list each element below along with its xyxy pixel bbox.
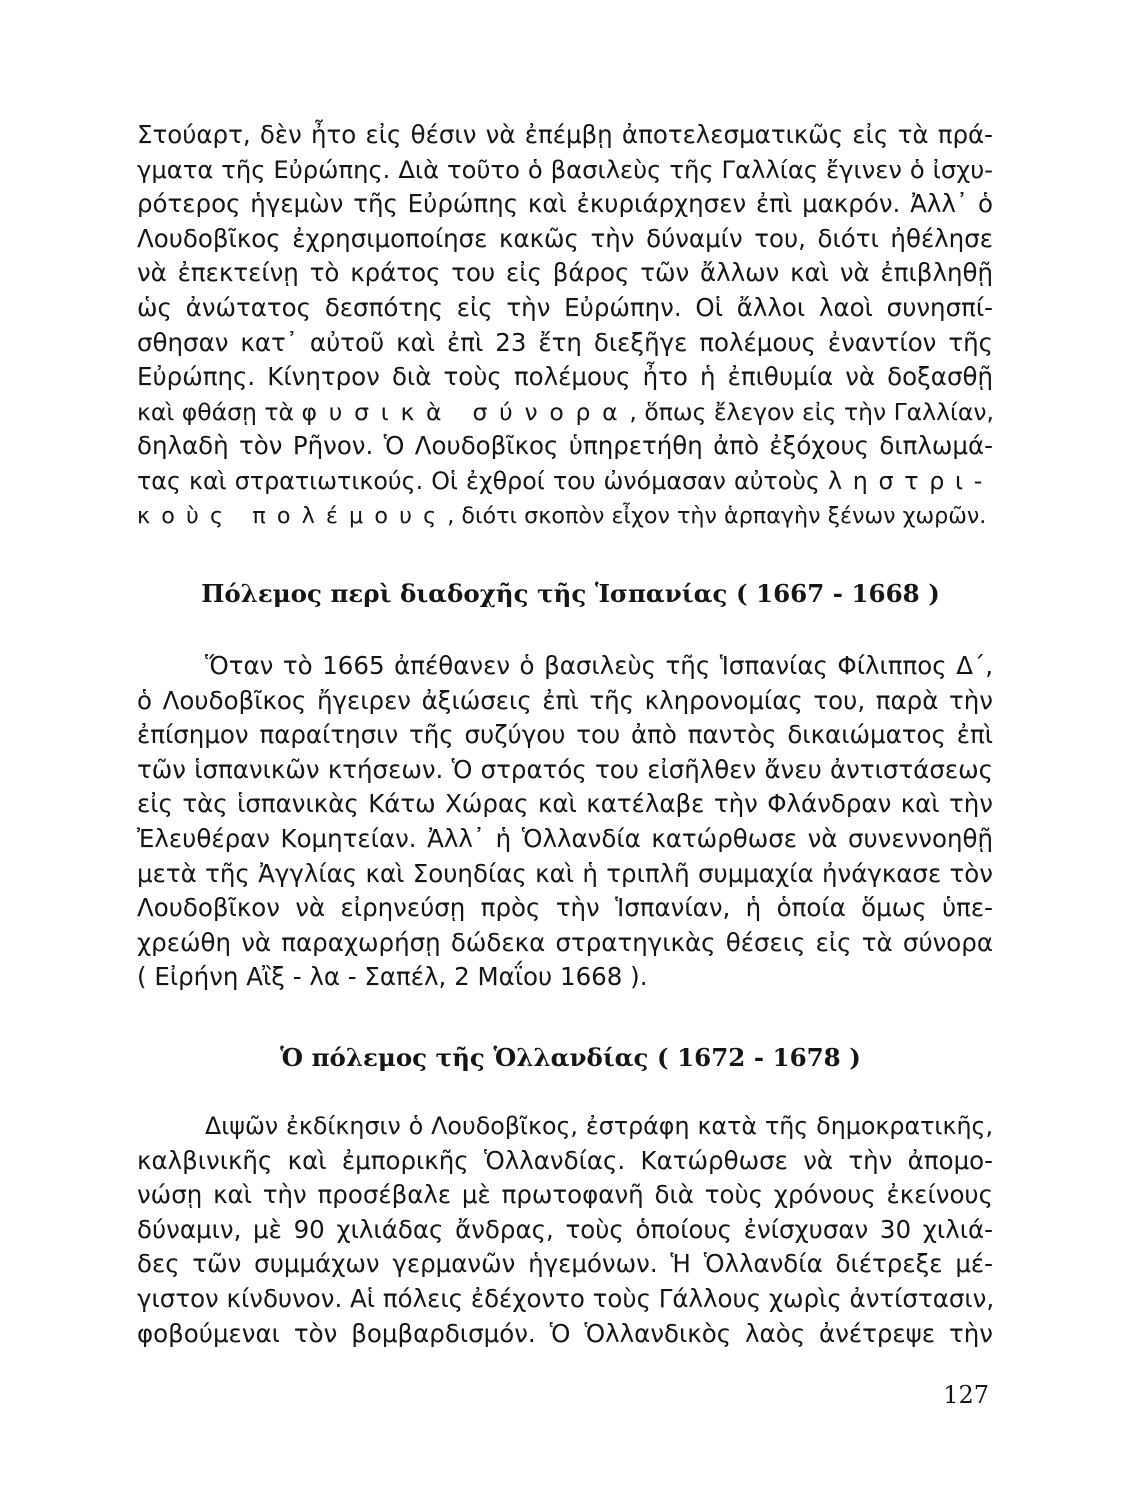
text-line: Εὐρώπης. Κίνητρον διὰ τοὺς πολέμους ἦτο ἡ ἐπιθυμία νὰ δοξασθῇ — [137, 362, 993, 392]
text-line: καλβινικῆς καὶ ἐμπορικῆς Ὁλλανδίας. Κατώρθωσε νὰ τὴν ἀπομο- — [137, 1145, 993, 1175]
paragraph-spanish-succession — [137, 649, 993, 995]
page-number: 127 — [943, 1381, 989, 1409]
text-line: τῶν ἱσπανικῶν κτήσεων. Ὁ στρατός του εἰσῆλθεν ἄνευ ἀντιστάσεως — [137, 754, 993, 784]
text-line — [137, 464, 993, 499]
text-line: Ἐλευθέραν Κομητείαν. Ἀλλ᾽ ἡ Ὁλλανδία κατώρθωσε νὰ συνεννοηθῇ — [137, 823, 993, 853]
text-line: μετὰ τῆς Ἀγγλίας καὶ Σουηδίας καὶ ἡ τριπλῆ συμμαχία ἠνάγκασε τὸν — [137, 858, 993, 888]
text-segment: τας καὶ στρατιωτικούς. Οἱ ἐχθροί του ὠνόμασαν αὐτοὺς — [137, 466, 829, 495]
text-line: νὰ ἐπεκτείνῃ τὸ κράτος του εἰς βάρος τῶν ἄλλων καὶ νὰ ἐπιβληθῇ — [137, 258, 993, 288]
text-line: σθησαν κατ᾽ αὐτοῦ καὶ ἐπὶ 23 ἔτη διεξῆγε πολέμους ἐναντίον τῆς — [137, 327, 993, 357]
text-line: ρότερος ἡγεμὼν τῆς Εὐρώπης καὶ ἐκυριάρχησεν ἐπὶ μακρόν. Ἀλλ᾽ ὁ — [137, 189, 993, 219]
paragraph-dutch-war — [137, 1109, 993, 1351]
emphasized-phrase: ληστρι- — [828, 466, 993, 495]
text-segment: καὶ φθάσῃ τὰ — [137, 397, 302, 426]
text-line: γματα τῆς Εὐρώπης. Διὰ τοῦτο ὁ βασιλεὺς τῆς Γαλλίας ἔγινεν ὁ ἰσχυ- — [137, 154, 993, 184]
paragraph-intro — [137, 118, 993, 533]
section-heading-spanish-succession: Πόλεμος περὶ διαδοχῆς τῆς Ἱσπανίας ( 1667 - 1668 ) — [201, 579, 940, 608]
text-line: Λουδοβῖκος ἐχρησιμοποίησε κακῶς τὴν δύναμίν του, διότι ἠθέλησε — [137, 223, 993, 253]
text-line: ὁ Λουδοβῖκος ἤγειρεν ἀξιώσεις ἐπὶ τῆς κληρονομίας του, παρὰ τὴν — [137, 685, 993, 715]
text-line: ( Εἰρήνη Αἲξ - λα - Σαπέλ, 2 Μαΐου 1668 ). — [137, 962, 648, 992]
text-line — [137, 395, 993, 430]
text-line: Ὅταν τὸ 1665 ἀπέθανεν ὁ βασιλεὺς τῆς Ἱσπανίας Φίλιππος Δ΄, — [205, 651, 993, 680]
text-line: φοβούμεναι τὸν βομβαρδισμόν. Ὁ Ὁλλανδικὸς λαὸς ἀνέτρεψε τὴν — [137, 1318, 993, 1348]
text-line: ἐπίσημον παραίτησιν τῆς συζύγου του ἀπὸ παντὸς δικαιώματος ἐπὶ — [137, 720, 993, 750]
text-line: γιστον κίνδυνον. Αἱ πόλεις ἐδέχοντο τοὺς Γάλλους χωρὶς ἀντίστασιν, — [137, 1283, 995, 1313]
text-line: Διψῶν ἐκδίκησιν ὁ Λουδοβῖκος, ἐστράφη κατὰ τῆς δημοκρατικῆς, — [205, 1112, 993, 1140]
text-line: ὡς ἀνώτατος δεσπότης εἰς τὴν Εὐρώπην. Οἱ ἄλλοι λαοὶ συνησπί- — [137, 292, 993, 322]
text-segment: , διότι σκοπὸν εἶχον τὴν ἁρπαγὴν ξένων χωρῶν. — [447, 502, 987, 529]
text-line: δες τῶν συμμάχων γερμανῶν ἡγεμόνων. Ἡ Ὁλλανδία διέτρεξε μέ- — [137, 1249, 993, 1279]
section-heading-dutch-war: Ὁ πόλεμος τῆς Ὁλλανδίας ( 1672 - 1678 ) — [280, 1043, 861, 1072]
text-line: δύναμιν, μὲ 90 χιλιάδας ἄνδρας, τοὺς ὁποίους ἐνίσχυσαν 30 χιλιά- — [137, 1214, 993, 1244]
text-line: νώσῃ καὶ τὴν προσέβαλε μὲ πρωτοφανῆ διὰ τοὺς χρόνους ἐκείνους — [137, 1180, 993, 1210]
text-line — [137, 499, 993, 534]
text-line: χρεώθη νὰ παραχωρήσῃ δώδεκα στρατηγικὰς θέσεις εἰς τὰ σύνορα — [137, 927, 993, 957]
text-segment: , ὅπως ἔλεγον εἰς τὴν Γαλλίαν, — [629, 397, 995, 426]
emphasized-phrase: κοὺς πολέμους — [137, 502, 448, 529]
text-line: δηλαδὴ τὸν Ρῆνον. Ὁ Λουδοβῖκος ὑπηρετήθη ἀπὸ ἐξόχους διπλωμά- — [137, 431, 993, 461]
text-line: Λουδοβῖκον νὰ εἰρηνεύσῃ πρὸς τὴν Ἱσπανίαν, ἡ ὁποία ὅμως ὑπε- — [137, 893, 993, 923]
text-line: εἰς τὰς ἱσπανικὰς Κάτω Χώρας καὶ κατέλαβε τὴν Φλάνδραν καὶ τὴν — [137, 789, 993, 819]
text-line: Στούαρτ, δὲν ἦτο εἰς θέσιν νὰ ἐπέμβῃ ἀποτελεσματικῶς εἰς τὰ πρά- — [137, 120, 993, 149]
emphasized-phrase: φυσικὰ σύνορα — [301, 397, 630, 426]
